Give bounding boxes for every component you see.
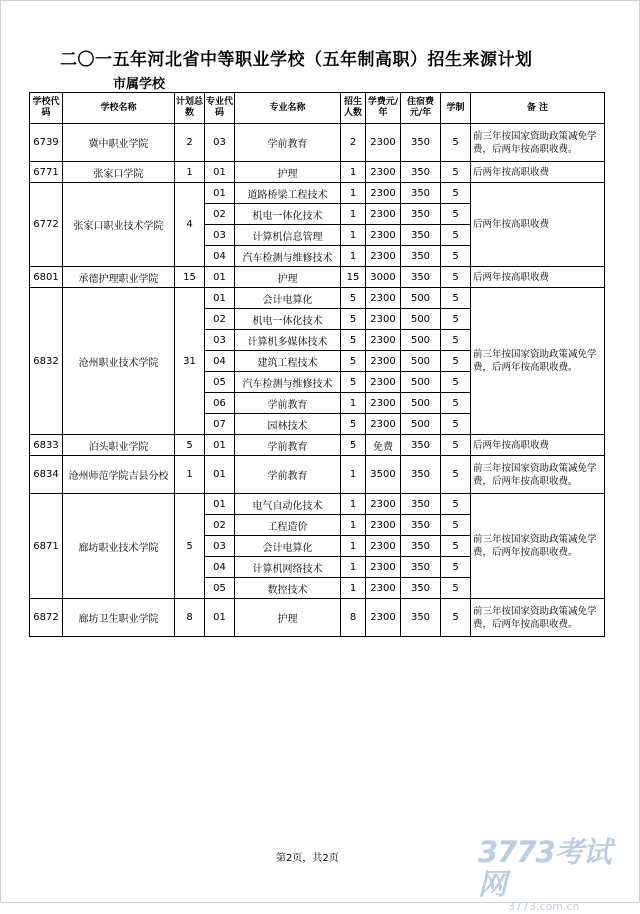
major-code: 04 xyxy=(205,246,235,267)
tuition: 2300 xyxy=(366,204,401,225)
tuition: 2300 xyxy=(366,578,401,599)
enroll-count: 5 xyxy=(341,372,366,393)
tuition: 2300 xyxy=(366,414,401,435)
lodging-fee: 350 xyxy=(401,456,441,494)
site-watermark xyxy=(478,835,630,913)
header-plan-total: 计划总数 xyxy=(175,93,205,124)
tuition: 2300 xyxy=(366,372,401,393)
tuition: 2300 xyxy=(366,124,401,162)
plan-total: 31 xyxy=(175,288,205,435)
study-years: 5 xyxy=(441,456,471,494)
header-tuition: 学费元/年 xyxy=(366,93,401,124)
major-name: 汽车检测与维修技术 xyxy=(235,246,341,267)
plan-total: 4 xyxy=(175,183,205,267)
lodging-fee: 500 xyxy=(401,309,441,330)
lodging-fee: 350 xyxy=(401,578,441,599)
school-name: 泊头职业学院 xyxy=(63,435,175,456)
major-name: 电气自动化技术 xyxy=(235,494,341,515)
table-row xyxy=(30,288,605,309)
tuition: 3500 xyxy=(366,456,401,494)
lodging-fee: 500 xyxy=(401,288,441,309)
header-major-name: 专业名称 xyxy=(235,93,341,124)
school-code: 6832 xyxy=(30,288,63,435)
major-name: 数控技术 xyxy=(235,578,341,599)
major-name: 计算机多媒体技术 xyxy=(235,330,341,351)
study-years: 5 xyxy=(441,246,471,267)
school-code: 6872 xyxy=(30,599,63,637)
lodging-fee: 350 xyxy=(401,225,441,246)
study-years: 5 xyxy=(441,351,471,372)
school-name: 承德护理职业学院 xyxy=(63,267,175,288)
major-code: 03 xyxy=(205,225,235,246)
header-enroll: 招生人数 xyxy=(341,93,366,124)
remark: 前三年按国家资助政策减免学费，后两年按高职收费。 xyxy=(471,494,605,599)
lodging-fee: 350 xyxy=(401,124,441,162)
lodging-fee: 350 xyxy=(401,536,441,557)
major-name: 学前教育 xyxy=(235,456,341,494)
document-title: 二〇一五年河北省中等职业学校（五年制高职）招生来源计划 xyxy=(60,50,533,70)
remark: 后两年按高职收费 xyxy=(471,183,605,267)
header-school-name: 学校名称 xyxy=(63,93,175,124)
table-body xyxy=(30,124,605,637)
table-row xyxy=(30,183,605,204)
enroll-count: 1 xyxy=(341,225,366,246)
study-years: 5 xyxy=(441,578,471,599)
study-years: 5 xyxy=(441,330,471,351)
study-years: 5 xyxy=(441,494,471,515)
plan-total: 5 xyxy=(175,435,205,456)
major-code: 05 xyxy=(205,372,235,393)
enroll-count: 1 xyxy=(341,183,366,204)
lodging-fee: 500 xyxy=(401,372,441,393)
major-code: 01 xyxy=(205,494,235,515)
header-school-code: 学校代码 xyxy=(30,93,63,124)
remark: 前三年按国家资助政策减免学费，后两年按高职收费。 xyxy=(471,124,605,162)
major-code: 01 xyxy=(205,435,235,456)
tuition: 2300 xyxy=(366,393,401,414)
study-years: 5 xyxy=(441,599,471,637)
major-name: 工程造价 xyxy=(235,515,341,536)
school-name: 张家口职业技术学院 xyxy=(63,183,175,267)
table-row xyxy=(30,456,605,494)
header-years: 学制 xyxy=(441,93,471,124)
enroll-count: 1 xyxy=(341,246,366,267)
lodging-fee: 500 xyxy=(401,393,441,414)
plan-total: 1 xyxy=(175,456,205,494)
major-code: 02 xyxy=(205,309,235,330)
tuition: 2300 xyxy=(366,309,401,330)
header-note: 备 注 xyxy=(471,93,605,124)
school-name: 廊坊职业技术学院 xyxy=(63,494,175,599)
major-name: 学前教育 xyxy=(235,393,341,414)
major-code: 02 xyxy=(205,515,235,536)
watermark-url: 3773.com.cn xyxy=(508,900,580,913)
lodging-fee: 350 xyxy=(401,204,441,225)
school-code: 6833 xyxy=(30,435,63,456)
tuition: 3000 xyxy=(366,267,401,288)
major-name: 护理 xyxy=(235,267,341,288)
tuition: 2300 xyxy=(366,330,401,351)
table-row xyxy=(30,124,605,162)
tuition: 2300 xyxy=(366,183,401,204)
enroll-count: 1 xyxy=(341,393,366,414)
enroll-count: 5 xyxy=(341,288,366,309)
major-name: 园林技术 xyxy=(235,414,341,435)
lodging-fee: 500 xyxy=(401,414,441,435)
school-code: 6739 xyxy=(30,124,63,162)
school-code: 6871 xyxy=(30,494,63,599)
page-footer: 第2页，共2页 xyxy=(276,853,339,864)
school-name: 沧州师范学院吉县分校 xyxy=(63,456,175,494)
tuition: 2300 xyxy=(366,288,401,309)
table-row xyxy=(30,494,605,515)
major-code: 01 xyxy=(205,456,235,494)
tuition: 2300 xyxy=(366,351,401,372)
enroll-count: 5 xyxy=(341,414,366,435)
study-years: 5 xyxy=(441,414,471,435)
major-name: 护理 xyxy=(235,599,341,637)
study-years: 5 xyxy=(441,124,471,162)
major-name: 计算机网络技术 xyxy=(235,557,341,578)
major-name: 道路桥梁工程技术 xyxy=(235,183,341,204)
lodging-fee: 350 xyxy=(401,162,441,183)
study-years: 5 xyxy=(441,183,471,204)
lodging-fee: 350 xyxy=(401,557,441,578)
table-row xyxy=(30,267,605,288)
header-lodging: 住宿费元/年 xyxy=(401,93,441,124)
lodging-fee: 350 xyxy=(401,267,441,288)
tuition: 2300 xyxy=(366,599,401,637)
major-code: 04 xyxy=(205,351,235,372)
lodging-fee: 350 xyxy=(401,183,441,204)
enroll-count: 8 xyxy=(341,599,366,637)
enroll-count: 5 xyxy=(341,309,366,330)
enroll-count: 1 xyxy=(341,578,366,599)
remark: 前三年按国家资助政策减免学费，后两年按高职收费。 xyxy=(471,456,605,494)
major-code: 01 xyxy=(205,599,235,637)
enroll-count: 1 xyxy=(341,456,366,494)
major-code: 01 xyxy=(205,183,235,204)
tuition: 2300 xyxy=(366,557,401,578)
major-name: 计算机信息管理 xyxy=(235,225,341,246)
remark: 前三年按国家资助政策减免学费，后两年按高职收费。 xyxy=(471,288,605,435)
major-name: 护理 xyxy=(235,162,341,183)
lodging-fee: 350 xyxy=(401,246,441,267)
major-name: 学前教育 xyxy=(235,435,341,456)
plan-total: 8 xyxy=(175,599,205,637)
header-row xyxy=(30,93,605,124)
study-years: 5 xyxy=(441,372,471,393)
major-name: 机电一体化技术 xyxy=(235,309,341,330)
enroll-count: 1 xyxy=(341,536,366,557)
major-code: 01 xyxy=(205,288,235,309)
enroll-count: 1 xyxy=(341,557,366,578)
study-years: 5 xyxy=(441,536,471,557)
major-code: 06 xyxy=(205,393,235,414)
major-code: 03 xyxy=(205,124,235,162)
lodging-fee: 350 xyxy=(401,494,441,515)
plan-total: 5 xyxy=(175,494,205,599)
major-name: 汽车检测与维修技术 xyxy=(235,372,341,393)
enroll-count: 1 xyxy=(341,162,366,183)
school-code: 6771 xyxy=(30,162,63,183)
section-subtitle: 市属学校 xyxy=(113,77,166,92)
major-code: 07 xyxy=(205,414,235,435)
enroll-count: 1 xyxy=(341,494,366,515)
plan-total: 2 xyxy=(175,124,205,162)
remark: 后两年按高职收费 xyxy=(471,435,605,456)
major-code: 04 xyxy=(205,557,235,578)
lodging-fee: 500 xyxy=(401,351,441,372)
school-code: 6772 xyxy=(30,183,63,267)
plan-total: 15 xyxy=(175,267,205,288)
tuition: 免费 xyxy=(366,435,401,456)
study-years: 5 xyxy=(441,435,471,456)
study-years: 5 xyxy=(441,557,471,578)
study-years: 5 xyxy=(441,393,471,414)
school-code: 6834 xyxy=(30,456,63,494)
major-code: 01 xyxy=(205,267,235,288)
lodging-fee: 500 xyxy=(401,330,441,351)
remark: 后两年按高职收费 xyxy=(471,267,605,288)
study-years: 5 xyxy=(441,225,471,246)
enroll-count: 15 xyxy=(341,267,366,288)
table-row xyxy=(30,162,605,183)
watermark-logo: 3773考试网 xyxy=(478,835,611,901)
major-code: 05 xyxy=(205,578,235,599)
major-code: 01 xyxy=(205,162,235,183)
study-years: 5 xyxy=(441,267,471,288)
enroll-count: 1 xyxy=(341,515,366,536)
enrollment-plan-table xyxy=(29,92,605,637)
study-years: 5 xyxy=(441,309,471,330)
enroll-count: 5 xyxy=(341,435,366,456)
lodging-fee: 350 xyxy=(401,515,441,536)
major-code: 02 xyxy=(205,204,235,225)
tuition: 2300 xyxy=(366,246,401,267)
tuition: 2300 xyxy=(366,536,401,557)
enroll-count: 2 xyxy=(341,124,366,162)
study-years: 5 xyxy=(441,288,471,309)
lodging-fee: 350 xyxy=(401,435,441,456)
school-name: 张家口学院 xyxy=(63,162,175,183)
major-name: 会计电算化 xyxy=(235,288,341,309)
tuition: 2300 xyxy=(366,494,401,515)
enroll-count: 5 xyxy=(341,330,366,351)
school-name: 沧州职业技术学院 xyxy=(63,288,175,435)
school-name: 冀中职业学院 xyxy=(63,124,175,162)
tuition: 2300 xyxy=(366,162,401,183)
plan-total: 1 xyxy=(175,162,205,183)
major-code: 03 xyxy=(205,536,235,557)
tuition: 2300 xyxy=(366,515,401,536)
table-row xyxy=(30,435,605,456)
remark: 前三年按国家资助政策减免学费，后两年按高职收费。 xyxy=(471,599,605,637)
major-name: 机电一体化技术 xyxy=(235,204,341,225)
lodging-fee: 350 xyxy=(401,599,441,637)
school-name: 廊坊卫生职业学院 xyxy=(63,599,175,637)
header-major-code: 专业代码 xyxy=(205,93,235,124)
study-years: 5 xyxy=(441,204,471,225)
tuition: 2300 xyxy=(366,225,401,246)
major-code: 03 xyxy=(205,330,235,351)
major-name: 建筑工程技术 xyxy=(235,351,341,372)
school-code: 6801 xyxy=(30,267,63,288)
major-name: 学前教育 xyxy=(235,124,341,162)
major-name: 会计电算化 xyxy=(235,536,341,557)
study-years: 5 xyxy=(441,515,471,536)
enroll-count: 1 xyxy=(341,204,366,225)
table-row xyxy=(30,599,605,637)
remark: 后两年按高职收费 xyxy=(471,162,605,183)
study-years: 5 xyxy=(441,162,471,183)
enroll-count: 5 xyxy=(341,351,366,372)
